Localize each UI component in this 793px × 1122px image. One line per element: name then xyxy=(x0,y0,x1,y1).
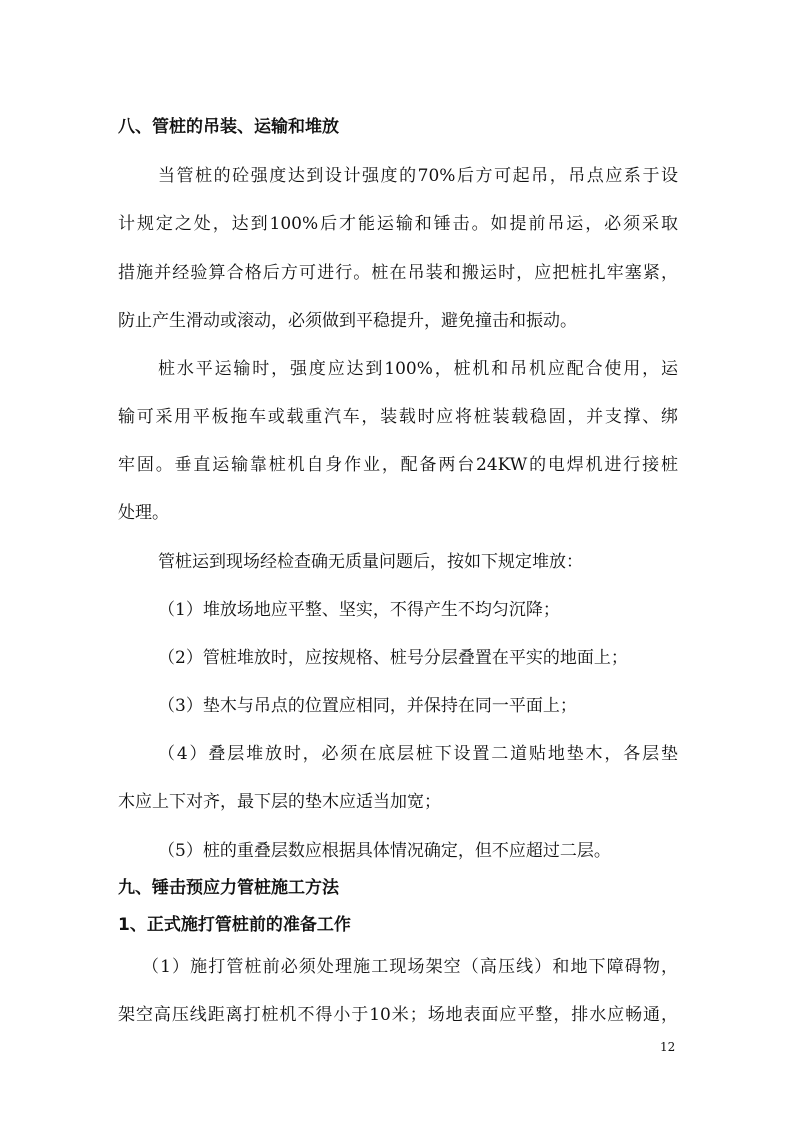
paragraph-line: 处理。 xyxy=(118,503,169,523)
paragraph-line: 措施并经验算合格后方可进行。桩在吊装和搬运时，应把桩扎牢塞紧， xyxy=(118,263,678,283)
page-number: 12 xyxy=(660,1040,676,1054)
list-item: （1）堆放场地应平整、坚实，不得产生不均匀沉降； xyxy=(158,600,560,620)
list-item: （4）叠层堆放时，必须在底层桩下设置二道贴地垫木，各层垫 xyxy=(158,744,678,764)
section-8-heading: 八、管桩的吊装、运输和堆放 xyxy=(118,117,339,137)
paragraph-line: 桩水平运输时，强度应达到100%，桩机和吊机应配合使用，运 xyxy=(158,359,678,379)
list-item: （3）垫木与吊点的位置应相同，并保持在同一平面上； xyxy=(158,696,577,716)
paragraph-line: 计规定之处，达到100%后才能运输和锤击。如提前吊运，必须采取 xyxy=(118,214,678,234)
subsection-heading: 1、正式施打管桩前的准备工作 xyxy=(118,915,351,935)
paragraph-line: （1）施打管桩前必须处理施工现场架空（高压线）和地下障碍物， xyxy=(142,957,678,977)
section-9-heading: 九、锤击预应力管桩施工方法 xyxy=(118,878,339,898)
paragraph-line: 输可采用平板拖车或载重汽车，装载时应将桩装载稳固，并支撑、绑 xyxy=(118,407,678,427)
paragraph-line: 当管桩的砼强度达到设计强度的70%后方可起吊，吊点应系于设 xyxy=(158,166,678,186)
list-item-continuation: 木应上下对齐，最下层的垫木应适当加宽； xyxy=(118,792,441,812)
paragraph-line: 防止产生滑动或滚动，必须做到平稳提升，避免撞击和振动。 xyxy=(118,311,577,331)
list-item: （2）管桩堆放时，应按规格、桩号分层叠置在平实的地面上； xyxy=(158,648,628,668)
paragraph-line: 牢固。垂直运输靠桩机自身作业，配备两台24KW的电焊机进行接桩 xyxy=(118,455,678,475)
paragraph-line: 架空高压线距离打桩机不得小于10米；场地表面应平整，排水应畅通， xyxy=(118,1005,678,1025)
list-item: （5）桩的重叠层数应根据具体情况确定，但不应超过二层。 xyxy=(158,841,611,861)
paragraph-line: 管桩运到现场经检查确无质量问题后，按如下规定堆放： xyxy=(158,552,583,572)
